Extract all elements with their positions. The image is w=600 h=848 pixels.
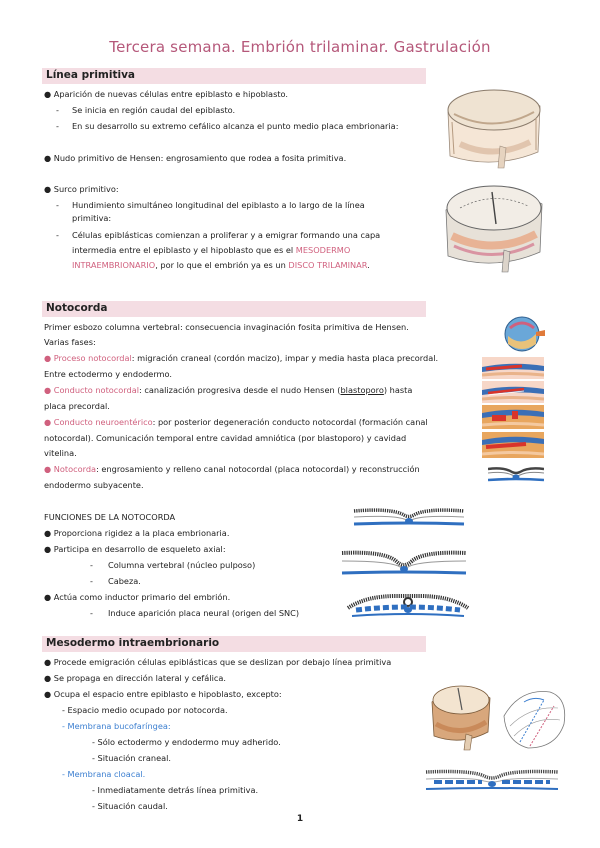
section-header-notocorda: Notocorda xyxy=(42,301,426,317)
neurenteric-canal-section xyxy=(482,405,544,429)
dash: - xyxy=(56,200,59,210)
neural-tube-section xyxy=(346,592,470,620)
section-header-linea-primitiva: Línea primitiva xyxy=(42,68,426,84)
text-line: Entre ectodermo y endodermo. xyxy=(44,369,172,379)
text-line: intermedia entre el epiblasto y el hipoblasto que es el MESODERMO xyxy=(72,245,351,255)
embryo-sphere-illustration xyxy=(502,314,546,354)
membrana-cloacal-label: - Membrana cloacal. xyxy=(62,769,146,779)
text-line: - Inmediatamente detrás línea primitiva. xyxy=(92,785,259,795)
text-line: Induce aparición placa neural (origen del SNC) xyxy=(108,608,300,618)
notochord-formation-section xyxy=(482,432,544,458)
dash: - xyxy=(90,560,93,570)
text-line: INTRAEMBRIONARIO, por lo que el embrión ya es un DISCO TRILAMINAR. xyxy=(72,260,370,270)
text-line: Cabeza. xyxy=(108,576,141,586)
text-line: Primer esbozo columna vertebral: consecuencia invaginación fosita primitiva de Hensen. xyxy=(44,322,409,332)
text-line: Varias fases: xyxy=(44,337,96,347)
text-line: ● Conducto neuroentérico: por posterior degeneración conducto notocordal (formación canal xyxy=(44,417,428,427)
text-line: Células epiblásticas comienzan a proliferar y a emigrar formando una capa xyxy=(72,230,381,240)
dash: - xyxy=(56,230,59,240)
text-line: primitiva: xyxy=(72,213,112,223)
text-line: Se inicia en región caudal del epiblasto. xyxy=(72,105,236,115)
mesoderm-disc-illustration xyxy=(428,680,494,752)
text-line: ● Ocupa el espacio entre epiblasto e hipoblasto, excepto: xyxy=(44,689,282,699)
primitive-streak-illustration xyxy=(440,180,548,275)
page-number: 1 xyxy=(296,814,304,824)
mesoderm-cross-section xyxy=(424,764,560,794)
text-line: ● Proporciona rigidez a la placa embrionaria. xyxy=(44,528,230,538)
text-line: ● Nudo primitivo de Hensen: engrosamiento que rodea a fosita primitiva. xyxy=(44,153,347,163)
text-line: placa precordal. xyxy=(44,401,110,411)
text-line: notocordal). Comunicación temporal entre cavidad amniótica (por blastoporo) y cavidad xyxy=(44,433,407,443)
text-line: ● Se propaga en dirección lateral y cefálica. xyxy=(44,673,226,683)
dash: - xyxy=(56,105,59,115)
notochordal-process-section xyxy=(482,357,544,379)
text-line: ● Aparición de nuevas células entre epiblasto e hipoblasto. xyxy=(44,89,289,99)
text-line: En su desarrollo su extremo cefálico alcanza el punto medio placa embrionaria: xyxy=(72,121,399,131)
text-line: ● Proceso notocordal: migración craneal (cordón macizo), impar y media hasta placa precordal. xyxy=(44,353,439,363)
text-line: endodermo subyacente. xyxy=(44,480,144,490)
text-line: ● Participa en desarrollo de esqueleto axial: xyxy=(44,544,226,554)
neural-plate-section xyxy=(352,503,466,529)
text-line: ● Procede emigración células epiblásticas que se deslizan por debajo línea primitiva xyxy=(44,657,392,667)
dash: - xyxy=(56,121,59,131)
page-title: Tercera semana. Embrión trilaminar. Gastrulación xyxy=(109,38,491,56)
embryo-disc-illustration xyxy=(440,82,548,172)
text-line: ● Actúa como inductor primario del embrión. xyxy=(44,592,231,602)
mesoderm-migration-sketch xyxy=(500,686,570,754)
notochord-cross-section xyxy=(488,463,544,485)
dash: - xyxy=(90,608,93,618)
neural-groove-section xyxy=(340,547,468,577)
text-line: - Sólo ectodermo y endodermo muy adherido. xyxy=(92,737,281,747)
membrana-bucofaringea-label: - Membrana bucofaríngea: xyxy=(62,721,171,731)
text-line: ● Conducto notocordal: canalización progresiva desde el nudo Hensen (blastoporo) hasta xyxy=(44,385,413,395)
text-line: ● Notocorda: engrosamiento y relleno canal notocordal (placa notocordal) y reconstrucción xyxy=(44,464,420,474)
functions-title: FUNCIONES DE LA NOTOCORDA xyxy=(44,512,176,522)
notochordal-canal-section xyxy=(482,381,544,403)
text-line: - Espacio medio ocupado por notocorda. xyxy=(62,705,228,715)
section-header-mesodermo: Mesodermo intraembrionario xyxy=(42,636,426,652)
text-line: - Situación caudal. xyxy=(92,801,168,811)
dash: - xyxy=(90,576,93,586)
text-line: ● Surco primitivo: xyxy=(44,184,119,194)
text-line: - Situación craneal. xyxy=(92,753,172,763)
text-line: Columna vertebral (núcleo pulposo) xyxy=(108,560,256,570)
text-line: vitelina. xyxy=(44,448,77,458)
text-line: Hundimiento simultáneo longitudinal del epiblasto a lo largo de la línea xyxy=(72,200,365,210)
